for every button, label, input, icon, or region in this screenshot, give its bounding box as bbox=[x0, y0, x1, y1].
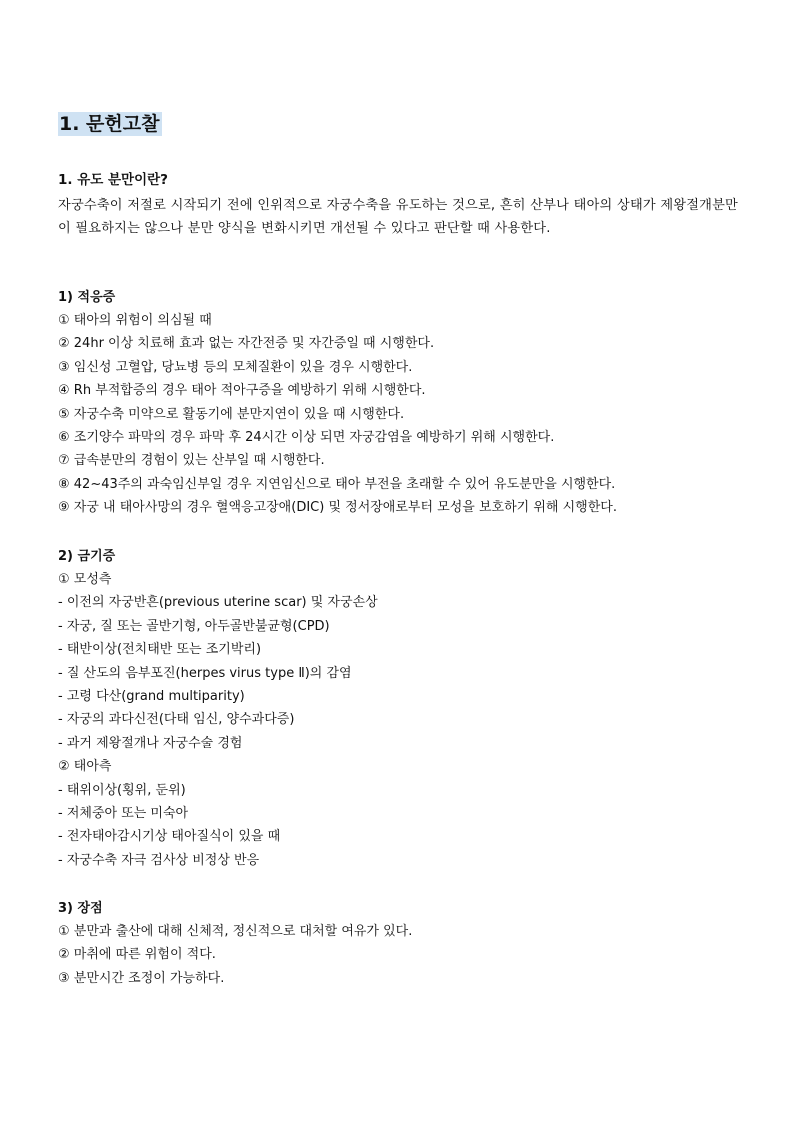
advantage-item: ② 마취에 따른 위험이 적다. bbox=[58, 947, 216, 963]
contraindication-item: - 전자태아감시기상 태아질식이 있을 때 bbox=[58, 829, 281, 845]
contraindication-item: - 태위이상(횡위, 둔위) bbox=[58, 782, 186, 798]
intro-paragraph: 자궁수축이 저절로 시작되기 전에 인위적으로 자궁수축을 유도하는 것으로, 흔히 산부나 태아의 상태가 제왕절개분만이 필요하지는 않으나 분만 양식을 변화시키면 개선될 수 있다고 판단할 때 사용한다. bbox=[58, 198, 738, 237]
intro-heading: 1. 유도 분만이란? bbox=[58, 172, 168, 188]
advantage-item: ③ 분만시간 조정이 가능하다. bbox=[58, 970, 225, 986]
contraindication-item: - 자궁의 과다신전(다태 임신, 양수과다증) bbox=[58, 712, 295, 728]
indication-item: ⑤ 자궁수축 미약으로 활동기에 분만지연이 있을 때 시행한다. bbox=[58, 406, 405, 422]
indication-item: ④ Rh 부적합증의 경우 태아 적아구증을 예방하기 위해 시행한다. bbox=[58, 383, 426, 399]
indication-item: ① 태아의 위험이 의심될 때 bbox=[58, 313, 212, 328]
advantages-heading: 3) 장점 bbox=[58, 901, 103, 916]
contraindication-item: - 질 산도의 음부포진(herpes virus type Ⅱ)의 감염 bbox=[58, 665, 352, 681]
indications-heading: 1) 적응증 bbox=[58, 290, 116, 305]
contraindication-item: - 과거 제왕절개나 자궁수술 경험 bbox=[58, 735, 243, 751]
intro-section bbox=[58, 170, 738, 241]
contraindication-item: - 고령 다산(grand multiparity) bbox=[58, 689, 245, 705]
contraindication-item: ② 태아측 bbox=[58, 759, 112, 775]
contraindication-item: ① 모성측 bbox=[58, 572, 112, 587]
indication-item: ⑨ 자궁 내 태아사망의 경우 혈액응고장애(DIC) 및 정서장애로부터 모성을 보호하기 위해 시행한다. bbox=[58, 500, 617, 516]
section-title: 1. 문헌고찰 bbox=[58, 112, 162, 136]
advantages-section bbox=[58, 899, 738, 990]
indications-section bbox=[58, 288, 738, 520]
indication-item: ② 24hr 이상 치료해 효과 없는 자간전증 및 자간증일 때 시행한다. bbox=[58, 336, 435, 352]
contraindications-section bbox=[58, 547, 738, 872]
contraindication-item: - 태반이상(전치태반 또는 조기박리) bbox=[58, 642, 262, 658]
indication-item: ⑧ 42~43주의 과숙임신부일 경우 지연임신으로 태아 부전을 초래할 수 있어 유도분만을 시행한다. bbox=[58, 476, 616, 492]
contraindication-item: - 이전의 자궁반흔(previous uterine scar) 및 자궁손상 bbox=[58, 595, 378, 611]
indication-item: ③ 임신성 고혈압, 당뇨병 등의 모체질환이 있을 경우 시행한다. bbox=[58, 359, 413, 375]
contraindications-heading: 2) 금기증 bbox=[58, 549, 116, 564]
indication-item: ⑥ 조기양수 파막의 경우 파막 후 24시간 이상 되면 자궁감염을 예방하기 위해 시행한다. bbox=[58, 430, 555, 446]
contraindication-item: - 저체중아 또는 미숙아 bbox=[58, 806, 189, 822]
contraindication-item: - 자궁, 질 또는 골반기형, 아두골반불균형(CPD) bbox=[58, 618, 330, 634]
contraindication-item: - 자궁수축 자극 검사상 비정상 반응 bbox=[58, 852, 260, 868]
advantage-item: ① 분만과 출산에 대해 신체적, 정신적으로 대처할 여유가 있다. bbox=[58, 924, 413, 939]
indication-item: ⑦ 급속분만의 경험이 있는 산부일 때 시행한다. bbox=[58, 453, 325, 469]
